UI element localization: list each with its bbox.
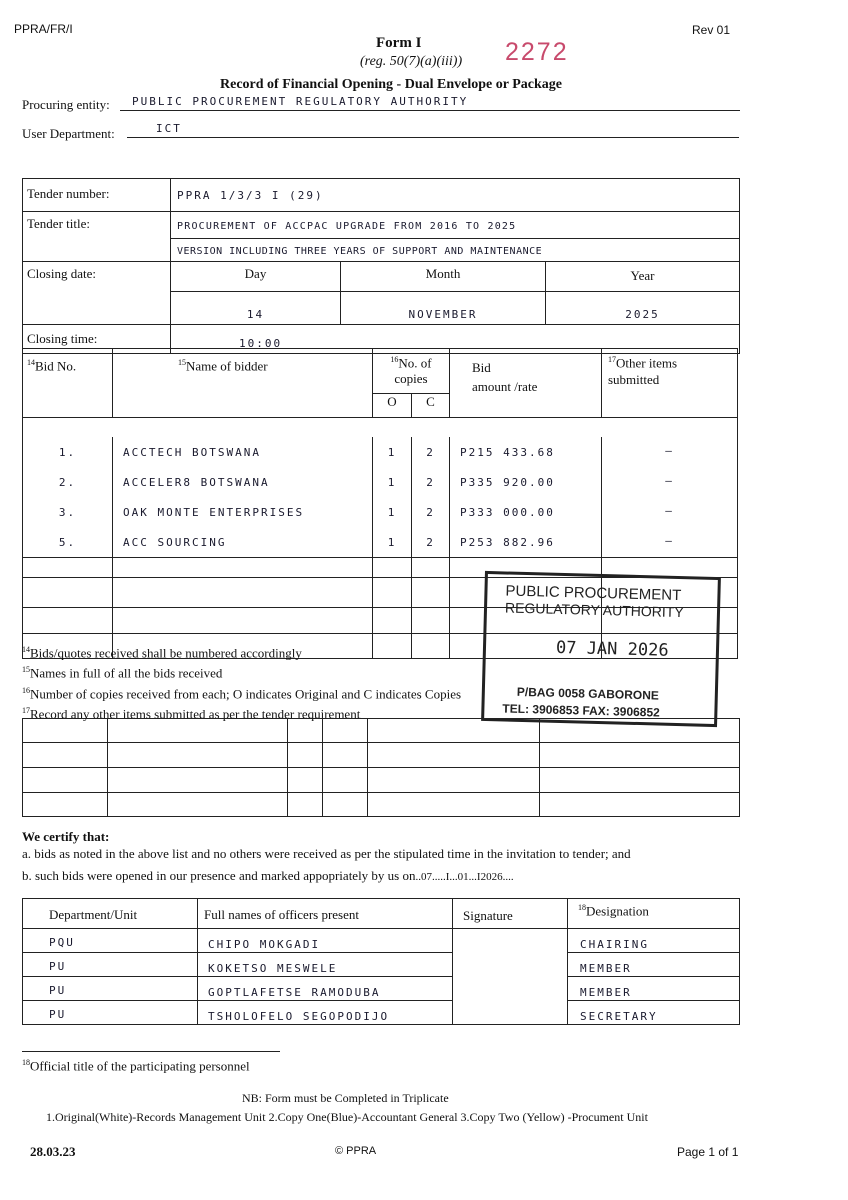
tender-number-label: Tender number: [23, 179, 171, 212]
certify-heading: We certify that: [22, 829, 110, 844]
officer-designation-cell [568, 953, 740, 977]
copyright: © PPRA [335, 1145, 377, 1157]
tender-title-line1: PROCUREMENT OF ACCPAC UPGRADE FROM 2016 TO 2025 [177, 221, 517, 232]
officer-name: KOKETSO MESWELE [208, 962, 338, 975]
note-18: Official title of the participating personnel [30, 1058, 250, 1074]
bid-no: 2. [58, 475, 77, 489]
tender-title-line2: VERSION INCLUDING THREE YEARS OF SUPPORT AND MAINTENANCE [177, 246, 543, 257]
year-label: Year [546, 262, 740, 292]
closing-day: 14 [246, 308, 265, 321]
officer-name-cell [198, 1001, 453, 1025]
officer-department-cell [23, 1001, 198, 1025]
copy-count: 2 [426, 445, 435, 459]
officer-designation: MEMBER [580, 986, 632, 999]
bidder-name: ACCTECH BOTSWANA [123, 445, 261, 459]
tender-number-value: PPRA 1/3/3 I (29) [177, 189, 324, 202]
original-count: 1 [387, 475, 397, 489]
officer-department: PU [49, 1008, 67, 1021]
received-stamp [481, 571, 721, 727]
officer-designation-cell [568, 929, 740, 953]
other-items-header: Other items submitted [608, 355, 678, 388]
officer-department-cell [23, 929, 198, 953]
officer-signature-cell [453, 929, 568, 1025]
stamp-line2: REGULATORY AUTHORITY [504, 599, 684, 621]
note-17: Record any other items submitted as per the tender requirement [30, 706, 361, 722]
officer-dept-header: Department/Unit [23, 899, 198, 929]
bid-amount-header-2: amount /rate [472, 378, 538, 394]
other-items: — [665, 443, 674, 457]
officer-designation: CHAIRING [580, 938, 649, 951]
officer-name: TSHOLOFELO SEGOPODIJO [208, 1010, 390, 1023]
officer-designation-cell [568, 1001, 740, 1025]
procuring-entity-value: PUBLIC PROCUREMENT REGULATORY AUTHORITY [132, 95, 469, 108]
officer-department-cell [23, 953, 198, 977]
certify-b-date: ..07.....I...01...I2026.... [415, 871, 514, 883]
bid-no-header: Bid No. [35, 358, 77, 374]
bid-amount: P335 920.00 [460, 475, 555, 489]
stamp-date: 07 JAN 2026 [555, 637, 669, 661]
bid-amount: P333 000.00 [460, 505, 555, 519]
officer-department: PU [49, 984, 67, 997]
bid-amount: P215 433.68 [460, 445, 555, 459]
stamp-contacts: TEL: 3906853 FAX: 3906852 [502, 701, 660, 720]
original-count: 1 [387, 535, 397, 549]
table-row [23, 953, 740, 977]
certify-b-text: b. such bids were opened in our presence and marked appopriately by us on [22, 868, 416, 883]
officer-name: GOPTLAFETSE RAMODUBA [208, 986, 381, 999]
original-header: O [373, 394, 412, 418]
page-title: Record of Financial Opening - Dual Envelope or Package [220, 77, 562, 92]
officer-department-cell [23, 977, 198, 1001]
closing-year: 2025 [625, 308, 660, 321]
blank-table [22, 718, 740, 817]
footnotes-bids: $^{14}$Bids/quotes received shall be numbered accordingly $^{15}$Names in full of all the bids received $^{16}$Number of copies received from each; O indicates Original and C indicates Copies $^{17}$Record any other items submitted as per the tender requirement [22, 645, 462, 722]
form-ref: PPRA/FR/I [14, 22, 73, 36]
bid-amount-header-1: Bid [472, 360, 491, 375]
officer-designation: SECRETARY [580, 1010, 658, 1023]
copy-count: 2 [426, 535, 435, 549]
table-row [23, 1001, 740, 1025]
stamp-address: P/BAG 0058 GABORONE [516, 684, 660, 703]
tender-title-label: Tender title: [23, 212, 171, 262]
closing-month: NOVEMBER [408, 308, 478, 321]
other-items: — [665, 533, 674, 547]
officer-department: PU [49, 960, 67, 973]
user-department-label: User Department: [22, 126, 115, 141]
tender-table [22, 178, 740, 354]
bidder-name: OAK MONTE ENTERPRISES [123, 505, 305, 519]
note-14: Bids/quotes received shall be numbered accordingly [30, 645, 302, 661]
officer-department: PQU [49, 936, 75, 949]
copy-count: 2 [426, 505, 435, 519]
certify-b [22, 868, 514, 884]
revision: Rev 01 [692, 23, 731, 37]
other-items: — [665, 473, 674, 487]
bidder-name-header: Name of bidder [186, 358, 268, 374]
date-code: 28.03.23 [30, 1144, 76, 1159]
bid-no: 3. [58, 505, 77, 519]
procuring-entity-label: Procuring entity: [22, 97, 110, 112]
officer-name: CHIPO MOKGADI [208, 938, 321, 951]
original-count: 1 [387, 445, 397, 459]
stamp-line1: PUBLIC PROCUREMENT [505, 582, 682, 605]
officer-name-cell [198, 953, 453, 977]
certify-a: a. bids as noted in the above list and no others were received as per the stipulated time in the invitation to tender; and [22, 846, 631, 861]
bid-no: 1. [58, 445, 77, 459]
officer-name-cell [198, 929, 453, 953]
user-department-value: ICT [156, 122, 182, 135]
copy-count: 2 [426, 475, 435, 489]
table-row [23, 467, 738, 497]
note-15: Names in full of all the bids received [30, 665, 223, 681]
copies-distribution: 1.Original(White)-Records Management Unit 2.Copy One(Blue)-Accountant General 3.Copy Two (Yellow) -Procument Unit [46, 1110, 648, 1124]
table-row [23, 977, 740, 1001]
bidder-name: ACC SOURCING [123, 535, 227, 549]
regulation: (reg. 50(7)(a)(iii)) [360, 54, 463, 69]
month-label: Month [341, 262, 546, 292]
officer-designation-header: Designation [586, 903, 649, 919]
bidder-name: ACCELER8 BOTSWANA [123, 475, 270, 489]
officer-names-header: Full names of officers present [198, 899, 453, 929]
table-row [23, 437, 738, 467]
nb-note: NB: Form must be Completed in Triplicate [242, 1091, 449, 1105]
table-row [23, 929, 740, 953]
bids-table: $^{14}$Bid No. $^{15}$Name of bidder $^{16}$No. of copies Bid amount /rate $^{17}$Other items submitted O C 1. ACCTECH BOTSWANA 1 2 P215 433.68 — 2. ACCELER8 BOTSWANA 1 2 P335 920.00 — 3. OAK MONTE ENTERPRISES 1 2 P333 000.00 — 5. ACC SOURCING 1 2 P253 882.96 — [22, 348, 738, 659]
day-label: Day [171, 262, 341, 292]
table-row [23, 497, 738, 527]
table-row [23, 527, 738, 558]
bid-amount: P253 882.96 [460, 535, 555, 549]
closing-time-label: Closing time: [23, 325, 171, 354]
bid-no: 5. [58, 535, 77, 549]
officer-designation: MEMBER [580, 962, 632, 975]
officer-designation-cell [568, 977, 740, 1001]
page-number: Page 1 of 1 [677, 1145, 739, 1159]
officer-signature-header: Signature [453, 899, 568, 929]
form-number-stamp: 2272 [505, 38, 569, 66]
officers-table: Department/Unit Full names of officers present Signature $^{18}$Designation PQU CHIPO MOKGADI CHAIRING PU KOKETSO MESWELE MEMBER PU GOPTLAFETSE RAMODUBA MEMBER PU TSHOLOFELO SEGOPODIJO SECRETARY [22, 898, 740, 1025]
copies-c-header: C [412, 394, 450, 418]
closing-date-label: Closing date: [23, 262, 171, 325]
closing-time: 10:00 [239, 337, 283, 350]
other-items: — [665, 503, 674, 517]
original-count: 1 [387, 505, 397, 519]
copies-header: No. of copies [394, 355, 432, 386]
officer-name-cell [198, 977, 453, 1001]
note-16: Number of copies received from each; O indicates Original and C indicates Copies [30, 685, 462, 701]
form-title: Form I [376, 35, 422, 51]
